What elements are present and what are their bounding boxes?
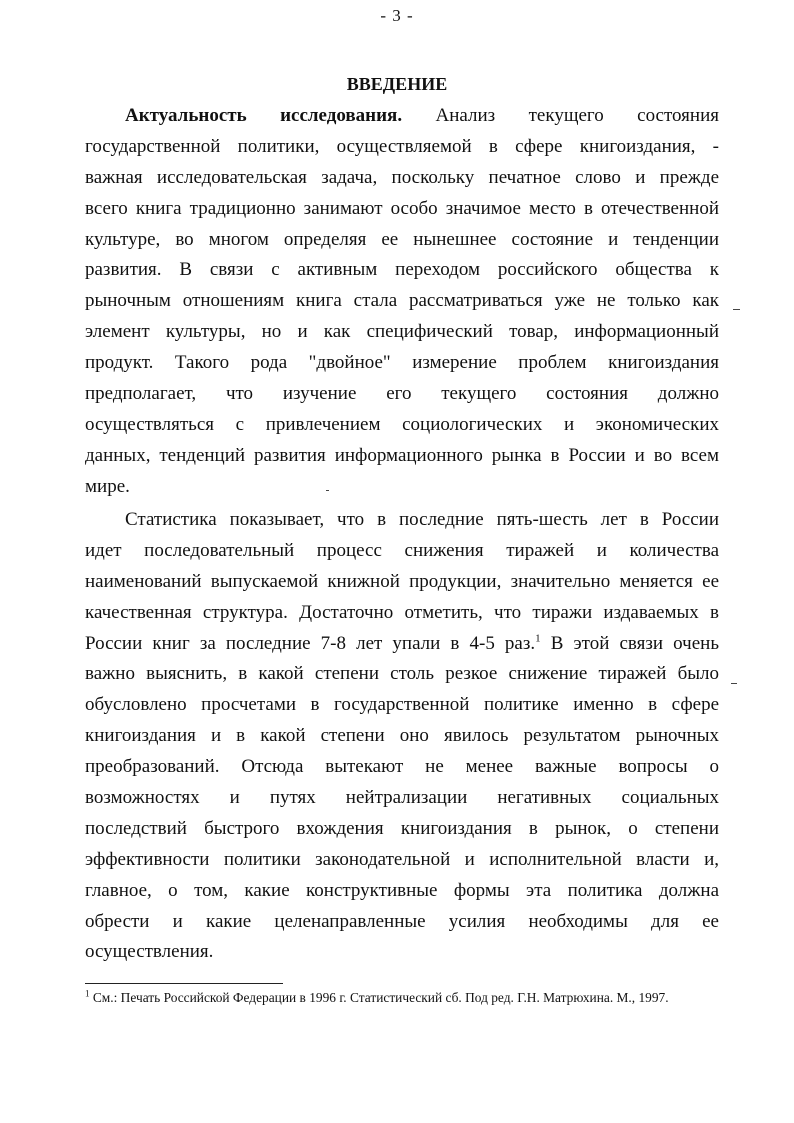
paragraph-line: последствий быстрого вхождения книгоиздания в рынок, о степени — [85, 817, 719, 839]
paragraph-line: рыночным отношениям книга стала рассматриваться уже не только как — [85, 290, 719, 312]
paragraph-line: книгоиздания и в какой степени оно явилось результатом рыночных — [85, 725, 719, 747]
scan-mark — [731, 683, 737, 684]
paragraph-line: элемент культуры, но и как специфический товар, информационный — [85, 321, 719, 343]
paragraph-statistics — [85, 505, 719, 968]
paragraph-line: качественная структура. Достаточно отметить, что тиражи издаваемых в — [85, 601, 719, 623]
scan-mark — [326, 490, 329, 491]
lead-bold-text: Актуальность исследования. — [125, 105, 403, 126]
paragraph-line: идет последовательный процесс снижения тиражей и количества — [85, 539, 719, 561]
paragraph-line: мире. — [85, 475, 130, 497]
paragraph-line: Статистика показывает, что в последние пять-шесть лет в России — [125, 509, 719, 530]
paragraph-line: важно выяснить, в какой степени столь резкое снижение тиражей было — [85, 663, 719, 685]
scan-mark — [733, 309, 740, 310]
paragraph-line: осуществляться с привлечением социологических и экономических — [85, 413, 719, 435]
footnote-divider — [85, 983, 283, 984]
page-number: - 3 - — [380, 6, 414, 25]
paragraph-line: продукт. Такого рода "двойное" измерение проблем книгоиздания — [85, 352, 719, 374]
section-heading: ВВЕДЕНИЕ — [346, 74, 448, 94]
footnote-marker: 1 — [85, 988, 90, 999]
paragraph-line: культуре, во многом определяя ее нынешнее состояние и тенденции — [85, 228, 719, 250]
paragraph-line: наименований выпускаемой книжной продукции, значительно меняется ее — [85, 570, 719, 592]
footnote-reference[interactable]: 1 — [535, 632, 541, 645]
footnote — [85, 990, 735, 1006]
paragraph-relevance — [85, 101, 719, 503]
paragraph-line: развития. В связи с активным переходом российского общества к — [85, 259, 719, 281]
paragraph-line: важная исследовательская задача, поскольку печатное слово и прежде — [85, 166, 719, 188]
paragraph-line: Актуальность исследования. Анализ текущего состояния — [125, 105, 719, 126]
paragraph-line: предполагает, что изучение его текущего состояния должно — [85, 383, 719, 405]
paragraph-line: преобразований. Отсюда вытекают не менее важные вопросы о — [85, 756, 719, 778]
footnote-text: См.: Печать Российской Федерации в 1996 г. Статистический сб. Под ред. Г.Н. Матрюхина. М., 1997. — [92, 990, 669, 1005]
paragraph-line: России книг за последние 7-8 лет упали в 4-5 раз.$^1$ В этой связи очень — [85, 632, 719, 654]
paragraph-line: эффективности политики законодательной и исполнительной власти и, — [85, 848, 719, 870]
paragraph-line: главное, о том, какие конструктивные формы эта политика должна — [85, 879, 719, 901]
paragraph-line: всего книга традиционно занимают особо значимое место в отечественной — [85, 197, 719, 219]
paragraph-line: обрести и какие целенаправленные усилия необходимы для ее — [85, 910, 719, 932]
paragraph-line: данных, тенденций развития информационного рынка в России и во всем — [85, 444, 719, 466]
paragraph-line: возможностях и путях нейтрализации негативных социальных — [85, 787, 719, 809]
paragraph-line: осуществления. — [85, 941, 214, 963]
paragraph-line: государственной политики, осуществляемой в сфере книгоиздания, - — [85, 135, 719, 157]
paragraph-line: обусловлено просчетами в государственной политике именно в сфере — [85, 694, 719, 716]
